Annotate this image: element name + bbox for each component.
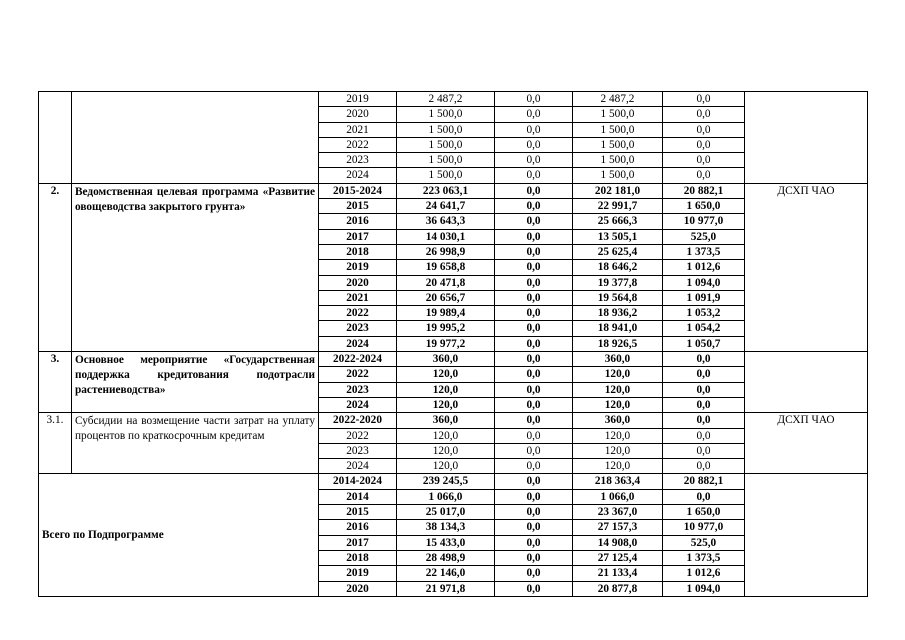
value-cell: 0,0 (663, 153, 745, 168)
value-cell: 0,0 (495, 92, 573, 107)
value-cell: 360,0 (397, 352, 495, 367)
value-cell: 25 625,4 (573, 244, 663, 259)
year-cell: 2022 (319, 367, 397, 382)
value-cell: 20 656,7 (397, 290, 495, 305)
value-cell: 28 498,9 (397, 550, 495, 565)
year-cell: 2023 (319, 443, 397, 458)
year-cell: 2019 (319, 92, 397, 107)
value-cell: 0,0 (495, 122, 573, 137)
year-cell: 2023 (319, 321, 397, 336)
value-cell: 26 998,9 (397, 244, 495, 259)
value-cell: 22 991,7 (573, 199, 663, 214)
year-cell: 2022-2024 (319, 352, 397, 367)
value-cell: 0,0 (495, 352, 573, 367)
value-cell: 15 433,0 (397, 535, 495, 550)
value-cell: 1 373,5 (663, 244, 745, 259)
value-cell: 36 643,3 (397, 214, 495, 229)
value-cell: 239 245,5 (397, 474, 495, 489)
value-cell: 20 471,8 (397, 275, 495, 290)
value-cell: 0,0 (495, 306, 573, 321)
value-cell: 0,0 (495, 520, 573, 535)
value-cell: 525,0 (663, 229, 745, 244)
year-cell: 2015 (319, 505, 397, 520)
value-cell: 1 012,6 (663, 566, 745, 581)
value-cell: 0,0 (495, 107, 573, 122)
value-cell: 1 066,0 (397, 489, 495, 504)
value-cell: 120,0 (397, 397, 495, 412)
value-cell: 1 500,0 (573, 137, 663, 152)
value-cell: 18 941,0 (573, 321, 663, 336)
value-cell: 223 063,1 (397, 183, 495, 198)
value-cell: 0,0 (663, 382, 745, 397)
table-row (39, 352, 868, 367)
value-cell: 1 012,6 (663, 260, 745, 275)
value-cell: 20 882,1 (663, 474, 745, 489)
value-cell: 360,0 (573, 352, 663, 367)
value-cell: 0,0 (663, 428, 745, 443)
value-cell: 0,0 (495, 566, 573, 581)
value-cell: 0,0 (495, 229, 573, 244)
value-cell: 0,0 (495, 474, 573, 489)
value-cell: 0,0 (495, 275, 573, 290)
year-cell: 2019 (319, 260, 397, 275)
section-number (39, 92, 72, 184)
value-cell: 0,0 (663, 122, 745, 137)
section-number: 3. (39, 352, 72, 413)
value-cell: 1 500,0 (397, 137, 495, 152)
value-cell: 120,0 (397, 382, 495, 397)
section-name (72, 92, 319, 184)
year-cell: 2016 (319, 214, 397, 229)
value-cell: 23 367,0 (573, 505, 663, 520)
value-cell: 360,0 (397, 413, 495, 428)
value-cell: 1 094,0 (663, 581, 745, 596)
value-cell: 1 650,0 (663, 199, 745, 214)
year-cell: 2023 (319, 382, 397, 397)
value-cell: 1 500,0 (397, 168, 495, 183)
value-cell: 1 054,2 (663, 321, 745, 336)
table-row (39, 183, 868, 198)
value-cell: 0,0 (495, 153, 573, 168)
value-cell: 21 133,4 (573, 566, 663, 581)
section-name: Всего по Подпрограмме (39, 474, 319, 596)
value-cell: 1 373,5 (663, 550, 745, 565)
year-cell: 2020 (319, 581, 397, 596)
section-name: Ведомственная целевая программа «Развитие овощеводства закрытого грунта» (72, 183, 319, 351)
year-cell: 2019 (319, 566, 397, 581)
value-cell: 0,0 (663, 352, 745, 367)
section-number: 3.1. (39, 413, 72, 474)
year-cell: 2015 (319, 199, 397, 214)
value-cell: 21 971,8 (397, 581, 495, 596)
executor-cell (745, 474, 868, 596)
value-cell: 19 977,2 (397, 336, 495, 351)
year-cell: 2021 (319, 290, 397, 305)
value-cell: 0,0 (495, 244, 573, 259)
value-cell: 18 936,2 (573, 306, 663, 321)
table-row (39, 92, 868, 107)
executor-cell (745, 92, 868, 184)
value-cell: 19 564,8 (573, 290, 663, 305)
value-cell: 18 926,5 (573, 336, 663, 351)
value-cell: 25 017,0 (397, 505, 495, 520)
value-cell: 0,0 (495, 489, 573, 504)
value-cell: 0,0 (495, 214, 573, 229)
value-cell: 0,0 (495, 260, 573, 275)
section-number: 2. (39, 183, 72, 351)
value-cell: 1 650,0 (663, 505, 745, 520)
year-cell: 2022 (319, 428, 397, 443)
value-cell: 25 666,3 (573, 214, 663, 229)
value-cell: 0,0 (663, 459, 745, 474)
value-cell: 0,0 (495, 581, 573, 596)
table-row (39, 474, 868, 489)
value-cell: 120,0 (573, 397, 663, 412)
year-cell: 2016 (319, 520, 397, 535)
value-cell: 24 641,7 (397, 199, 495, 214)
value-cell: 0,0 (495, 535, 573, 550)
value-cell: 0,0 (495, 505, 573, 520)
year-cell: 2022 (319, 306, 397, 321)
value-cell: 525,0 (663, 535, 745, 550)
value-cell: 0,0 (495, 382, 573, 397)
year-cell: 2017 (319, 229, 397, 244)
value-cell: 120,0 (573, 459, 663, 474)
year-cell: 2022 (319, 137, 397, 152)
value-cell: 1 500,0 (573, 122, 663, 137)
value-cell: 18 646,2 (573, 260, 663, 275)
year-cell: 2021 (319, 122, 397, 137)
value-cell: 1 500,0 (573, 153, 663, 168)
table-body (39, 92, 868, 597)
year-cell: 2018 (319, 550, 397, 565)
year-cell: 2022-2020 (319, 413, 397, 428)
year-cell: 2015-2024 (319, 183, 397, 198)
value-cell: 1 500,0 (397, 153, 495, 168)
year-cell: 2024 (319, 459, 397, 474)
value-cell: 10 977,0 (663, 520, 745, 535)
value-cell: 0,0 (495, 290, 573, 305)
value-cell: 120,0 (397, 367, 495, 382)
value-cell: 1 050,7 (663, 336, 745, 351)
value-cell: 13 505,1 (573, 229, 663, 244)
year-cell: 2023 (319, 153, 397, 168)
value-cell: 19 658,8 (397, 260, 495, 275)
value-cell: 2 487,2 (397, 92, 495, 107)
value-cell: 120,0 (573, 367, 663, 382)
value-cell: 14 908,0 (573, 535, 663, 550)
value-cell: 19 377,8 (573, 275, 663, 290)
value-cell: 0,0 (495, 183, 573, 198)
value-cell: 120,0 (573, 382, 663, 397)
section-name: Субсидии на возмещение части затрат на уплату процентов по краткосрочным кредитам (72, 413, 319, 474)
value-cell: 0,0 (663, 413, 745, 428)
value-cell: 0,0 (663, 137, 745, 152)
executor-cell (745, 352, 868, 413)
value-cell: 0,0 (495, 459, 573, 474)
value-cell: 1 091,9 (663, 290, 745, 305)
value-cell: 0,0 (495, 397, 573, 412)
value-cell: 1 500,0 (573, 107, 663, 122)
value-cell: 19 995,2 (397, 321, 495, 336)
value-cell: 120,0 (573, 443, 663, 458)
value-cell: 0,0 (495, 367, 573, 382)
value-cell: 27 125,4 (573, 550, 663, 565)
executor-cell: ДСХП ЧАО (745, 413, 868, 474)
value-cell: 0,0 (663, 107, 745, 122)
subprogram-finance-table (38, 91, 868, 597)
value-cell: 1 053,2 (663, 306, 745, 321)
year-cell: 2020 (319, 275, 397, 290)
value-cell: 1 500,0 (397, 122, 495, 137)
value-cell: 360,0 (573, 413, 663, 428)
year-cell: 2024 (319, 397, 397, 412)
year-cell: 2018 (319, 244, 397, 259)
value-cell: 0,0 (495, 413, 573, 428)
value-cell: 0,0 (495, 336, 573, 351)
value-cell: 120,0 (397, 443, 495, 458)
value-cell: 38 134,3 (397, 520, 495, 535)
value-cell: 202 181,0 (573, 183, 663, 198)
value-cell: 120,0 (397, 428, 495, 443)
value-cell: 10 977,0 (663, 214, 745, 229)
value-cell: 14 030,1 (397, 229, 495, 244)
year-cell: 2017 (319, 535, 397, 550)
value-cell: 0,0 (495, 137, 573, 152)
value-cell: 20 877,8 (573, 581, 663, 596)
value-cell: 0,0 (495, 443, 573, 458)
value-cell: 120,0 (397, 459, 495, 474)
value-cell: 22 146,0 (397, 566, 495, 581)
value-cell: 0,0 (663, 443, 745, 458)
value-cell: 20 882,1 (663, 183, 745, 198)
year-cell: 2014 (319, 489, 397, 504)
executor-cell: ДСХП ЧАО (745, 183, 868, 351)
year-cell: 2014-2024 (319, 474, 397, 489)
year-cell: 2024 (319, 336, 397, 351)
year-cell: 2024 (319, 168, 397, 183)
value-cell: 1 500,0 (397, 107, 495, 122)
value-cell: 19 989,4 (397, 306, 495, 321)
value-cell: 0,0 (663, 397, 745, 412)
section-name: Основное мероприятие «Государственная поддержка кредитования подотрасли растениеводства» (72, 352, 319, 413)
value-cell: 0,0 (495, 428, 573, 443)
value-cell: 0,0 (663, 367, 745, 382)
value-cell: 27 157,3 (573, 520, 663, 535)
value-cell: 1 500,0 (573, 168, 663, 183)
value-cell: 0,0 (495, 321, 573, 336)
value-cell: 0,0 (495, 550, 573, 565)
value-cell: 218 363,4 (573, 474, 663, 489)
value-cell: 0,0 (663, 168, 745, 183)
value-cell: 0,0 (663, 92, 745, 107)
value-cell: 1 066,0 (573, 489, 663, 504)
value-cell: 0,0 (495, 199, 573, 214)
value-cell: 120,0 (573, 428, 663, 443)
value-cell: 2 487,2 (573, 92, 663, 107)
value-cell: 0,0 (495, 168, 573, 183)
table-row (39, 413, 868, 428)
year-cell: 2020 (319, 107, 397, 122)
value-cell: 1 094,0 (663, 275, 745, 290)
value-cell: 0,0 (663, 489, 745, 504)
